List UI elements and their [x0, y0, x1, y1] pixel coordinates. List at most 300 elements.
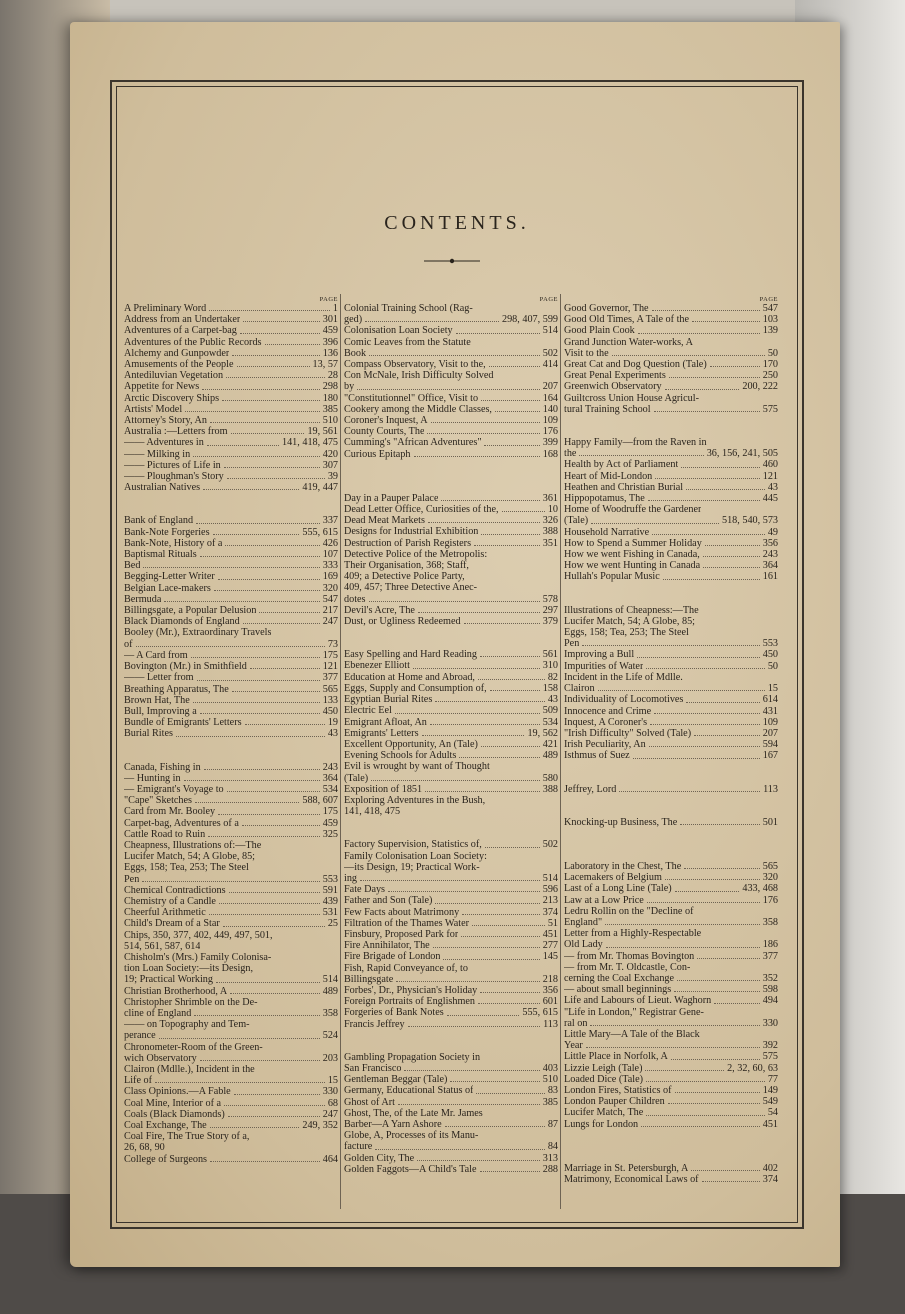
contents-entry [124, 773, 338, 784]
entry-page-number: 351 [542, 537, 558, 549]
entry-title: Life and Labours of Lieut. Waghorn [564, 995, 712, 1007]
contents-entry [124, 393, 338, 404]
dot-leader [490, 690, 540, 691]
entry-page-number: 451 [762, 1118, 778, 1130]
dot-leader [665, 879, 760, 880]
page-title: CONTENTS. [384, 212, 530, 234]
contents-entry [564, 906, 778, 917]
dot-leader [702, 1181, 760, 1182]
entry-title: Law at a Low Price [564, 894, 644, 906]
entry-title: Fish, Rapid Conveyance of, to [344, 962, 468, 974]
contents-entry [124, 1142, 338, 1153]
dot-leader [207, 445, 279, 446]
contents-entry [564, 381, 778, 392]
contents-entry [564, 694, 778, 705]
section-gap [564, 806, 778, 817]
dot-leader [435, 701, 545, 702]
entry-title: Cattle Road to Ruin [124, 828, 206, 840]
entry-title: Gambling Propagation Society in [344, 1051, 481, 1063]
dot-leader [245, 724, 325, 725]
entry-title: Adventures of a Carpet-bag [124, 325, 237, 337]
entry-title: ged) [344, 314, 363, 326]
entry-page-number: 509 [542, 705, 558, 717]
entry-page-number: 549 [762, 1096, 778, 1108]
contents-entry [564, 883, 778, 894]
contents-entry [564, 861, 778, 872]
entry-page-number: 379 [542, 616, 558, 628]
contents-entry [124, 851, 338, 862]
entry-page-number: 1 [332, 303, 338, 314]
dot-leader [200, 556, 320, 557]
entry-title: Laboratory in the Chest, The [564, 860, 682, 872]
contents-entry [344, 549, 558, 560]
contents-entry [344, 895, 558, 906]
entry-page-number: 575 [762, 403, 778, 415]
entry-page-number: 426 [322, 537, 338, 549]
entry-title: Baptismal Rituals [124, 549, 197, 561]
entry-title: Forbes', Dr., Physician's Holiday [344, 984, 478, 996]
contents-entry [124, 717, 338, 728]
dot-leader [668, 1103, 760, 1104]
dot-leader [223, 926, 325, 927]
entry-page-number: 531 [322, 907, 338, 919]
entry-title: Forgeries of Bank Notes [344, 1007, 444, 1019]
entry-title: Colonisation Loan Society [344, 325, 453, 337]
contents-entry [124, 460, 338, 471]
entry-page-number: 326 [542, 515, 558, 527]
entry-page-number: 510 [542, 1074, 558, 1086]
dot-leader [218, 579, 320, 580]
contents-entry [124, 337, 338, 348]
entry-title: Dead Letter Office, Curiosities of the, [344, 504, 499, 516]
contents-entry [124, 627, 338, 638]
dot-leader [136, 646, 325, 647]
entry-page-number: 547 [762, 303, 778, 314]
section-gap [344, 1041, 558, 1052]
entry-page-number: 337 [322, 515, 338, 527]
dot-leader [433, 947, 540, 948]
entry-title: Golden Faggots—A Child's Tale [344, 1163, 477, 1175]
entry-title: Lucifer Match, 54; A Globe, 85; [124, 851, 255, 863]
entry-title: Great Penal Experiments [564, 370, 666, 382]
section-gap [344, 471, 558, 482]
entry-title: cline of England [124, 1007, 192, 1019]
entry-page-number: 502 [542, 839, 558, 851]
dot-leader [208, 836, 320, 837]
entry-page-number: 103 [762, 314, 778, 326]
dot-leader [185, 411, 320, 412]
contents-entry [564, 951, 778, 962]
entry-title: Australia :—Letters from [124, 426, 228, 438]
entry-page-number: 277 [542, 940, 558, 952]
entry-title: Day in a Pauper Palace [344, 492, 439, 504]
dot-leader [681, 467, 759, 468]
entry-title: Inquest, A Coroner's [564, 716, 648, 728]
contents-entry [344, 393, 558, 404]
dot-leader [665, 389, 740, 390]
contents-entry [344, 1019, 558, 1030]
contents-entry [344, 694, 558, 705]
dot-leader [476, 1093, 544, 1094]
dot-leader [598, 690, 765, 691]
entry-page-number: 330 [762, 1017, 778, 1029]
dot-leader [209, 310, 330, 311]
contents-entry [124, 1053, 338, 1064]
entry-title: — from Mr. Thomas Bovington [564, 950, 695, 962]
contents-entry [564, 605, 778, 616]
entry-title: Bull, Improving a [124, 705, 197, 717]
contents-entry [124, 549, 338, 560]
contents-entry [124, 695, 338, 706]
entry-title: ing [344, 872, 358, 884]
entry-page-number: 588, 607 [302, 795, 338, 807]
entry-title: Coal Mine, Interior of a [124, 1097, 222, 1109]
contents-entry [564, 627, 778, 638]
entry-title: cerning the Coal Exchange [564, 972, 675, 984]
contents-entry [124, 605, 338, 616]
contents-entry [564, 337, 778, 348]
entry-page-number: 113 [763, 783, 778, 795]
contents-entry [564, 1018, 778, 1029]
contents-entry [344, 1085, 558, 1096]
entry-title: Egyptian Burial Rites [344, 694, 433, 706]
entry-page-number: 451 [542, 928, 558, 940]
entry-title: Appetite for News [124, 381, 200, 393]
entry-title: Few Facts about Matrimony [344, 906, 460, 918]
dot-leader [481, 400, 540, 401]
entry-title: Evening Schools for Adults [344, 750, 457, 762]
entry-title: Brown Hat, The [124, 694, 190, 706]
entry-page-number: 39 [327, 471, 338, 483]
entry-page-number: 534 [322, 783, 338, 795]
entry-page-number: 82 [547, 671, 558, 683]
entry-page-number: 145 [542, 951, 558, 963]
entry-page-number: 325 [322, 828, 338, 840]
section-gap [124, 740, 338, 751]
dot-leader [398, 1104, 540, 1105]
entry-title: Bank of England [124, 515, 194, 527]
dot-leader [480, 992, 539, 993]
contents-entry [344, 560, 558, 571]
dot-leader [194, 1015, 319, 1016]
entry-page-number: 51 [547, 917, 558, 929]
entry-page-number: 553 [762, 638, 778, 650]
entry-page-number: 421 [542, 738, 558, 750]
entry-title: Globe, A, Processes of its Manu- [344, 1130, 479, 1142]
entry-title: Grand Junction Water-works, A [564, 336, 693, 348]
entry-title: Ledru Rollin on the "Decline of [564, 905, 694, 917]
page-label: PAGE [759, 296, 778, 303]
entry-title: Bank-Note Forgeries [124, 526, 210, 538]
entry-page-number: 514 [322, 974, 338, 986]
entry-page-number: 431 [762, 705, 778, 717]
contents-entry [344, 739, 558, 750]
entry-title: Con McNale, Irish Difficulty Solved [344, 370, 494, 382]
dot-leader [417, 1160, 540, 1161]
entry-title: Lucifer Match, 54; A Globe, 85; [564, 615, 695, 627]
entry-page-number: 249, 352 [302, 1120, 338, 1132]
entry-page-number: 175 [322, 649, 338, 661]
entry-page-number: 50 [767, 660, 778, 672]
contents-entry [124, 997, 338, 1008]
page-label: PAGE [319, 296, 338, 303]
section-gap [564, 828, 778, 839]
entry-page-number: 402 [762, 1162, 778, 1174]
entry-page-number: 161 [762, 571, 778, 583]
section-gap [564, 1152, 778, 1163]
contents-entry [124, 1008, 338, 1019]
entry-title: Cheerful Arithmetic [124, 907, 206, 919]
entry-title: Matrimony, Economical Laws of [564, 1174, 699, 1185]
section-gap [564, 850, 778, 861]
contents-entry [344, 985, 558, 996]
contents-entry [124, 404, 338, 415]
entry-page-number: 298, 407, 599 [501, 314, 558, 326]
contents-entry [124, 1086, 338, 1097]
dot-leader [414, 456, 540, 457]
entry-title: Irish Peculiarity, An [564, 739, 646, 751]
contents-entry [124, 415, 338, 426]
contents-entry [344, 1063, 558, 1074]
entry-title: "Constitutionnel" Office, Visit to [344, 392, 479, 404]
dot-leader [590, 1025, 759, 1026]
entry-title: Detective Police of the Metropolis: [344, 548, 488, 560]
dot-leader [619, 791, 760, 792]
contents-entry [344, 594, 558, 605]
entry-title: Pen [564, 638, 580, 650]
entry-page-number: 514 [542, 872, 558, 884]
entry-title: —— on Topography and Tem- [124, 1019, 250, 1031]
entry-page-number: 247 [322, 1108, 338, 1120]
dot-leader [243, 321, 319, 322]
entry-page-number: 169 [322, 571, 338, 583]
entry-title: Little Place in Norfolk, A [564, 1051, 668, 1063]
entry-page-number: 614 [762, 694, 778, 706]
entry-title: 409, 457; Three Detective Anec- [344, 582, 478, 594]
contents-entry [124, 314, 338, 325]
contents-entry [124, 616, 338, 627]
dot-leader [691, 1170, 759, 1171]
dot-leader [408, 1026, 540, 1027]
entry-page-number: 49 [767, 526, 778, 538]
dot-leader [654, 411, 760, 412]
dot-leader [647, 902, 760, 903]
dot-leader [675, 891, 740, 892]
dot-leader [240, 333, 320, 334]
dot-leader [637, 657, 760, 658]
dot-leader [228, 1116, 320, 1117]
entry-title: Address from an Undertaker [124, 314, 241, 326]
contents-entry [124, 348, 338, 359]
entry-title: Child's Dream of a Star [124, 918, 220, 930]
contents-entry [564, 437, 778, 448]
contents-entry [564, 348, 778, 359]
entry-page-number: 565 [762, 860, 778, 872]
contents-entry [124, 1019, 338, 1030]
entry-title: Family Colonisation Loan Society: [344, 850, 487, 862]
contents-entry [344, 907, 558, 918]
contents-entry [344, 1052, 558, 1063]
entry-title: Last of a Long Line (Tale) [564, 883, 672, 895]
entry-title: Chronometer-Room of the Green- [124, 1041, 263, 1053]
dot-leader [369, 355, 540, 356]
dot-leader [654, 713, 760, 714]
entry-title: Burial Rites [124, 728, 173, 740]
dot-leader [674, 991, 759, 992]
dot-leader [456, 333, 540, 334]
section-gap [564, 426, 778, 437]
entry-page-number: 352 [762, 972, 778, 984]
dot-leader [675, 1092, 760, 1093]
dot-leader [591, 523, 719, 524]
contents-entry [124, 325, 338, 336]
entry-page-number: 459 [322, 817, 338, 829]
entry-title: Health by Act of Parliament [564, 459, 679, 471]
entry-page-number: 439 [322, 895, 338, 907]
contents-entry [564, 1051, 778, 1062]
entry-title: Visit to the [564, 347, 609, 359]
entry-page-number: 250 [762, 370, 778, 382]
dot-leader [648, 500, 760, 501]
entry-page-number: 514 [542, 325, 558, 337]
dot-leader [184, 780, 320, 781]
dot-leader [371, 780, 540, 781]
contents-entry [564, 303, 778, 314]
contents-entry [124, 840, 338, 851]
entry-title: Happy Family—from the Raven in [564, 437, 707, 449]
entry-page-number: 392 [762, 1040, 778, 1052]
entry-title: Impurities of Water [564, 660, 644, 672]
entry-title: Coroner's Inquest, A [344, 415, 428, 427]
entry-title: (Tale) [344, 772, 369, 784]
dot-leader [425, 791, 540, 792]
dot-leader [202, 389, 319, 390]
entry-title: Billingsgate, a Popular Delusion [124, 605, 257, 617]
entry-title: Bundle of Emigrants' Letters [124, 717, 242, 729]
entry-page-number: 84 [547, 1141, 558, 1153]
entry-title: Francis Jeffrey [344, 1018, 405, 1030]
entry-page-number: 298 [322, 381, 338, 393]
dot-leader [164, 601, 319, 602]
entry-title: Class Opinions.—A Fable [124, 1086, 231, 1098]
entry-title: — from Mr. T. Oldcastle, Con- [564, 961, 691, 973]
dot-leader [197, 680, 320, 681]
contents-entry [344, 337, 558, 348]
entry-title: Year [564, 1040, 583, 1052]
entry-title: Little Mary—A Tale of the Black [564, 1028, 700, 1040]
contents-entry [344, 963, 558, 974]
entry-page-number: 320 [762, 872, 778, 884]
entry-title: Lucifer Match, The [564, 1107, 644, 1119]
dot-leader [450, 1081, 539, 1082]
contents-entry [344, 538, 558, 549]
contents-entry [564, 939, 778, 950]
contents-entry [564, 325, 778, 336]
contents-entry [564, 459, 778, 470]
entry-page-number: 388 [542, 783, 558, 795]
dot-leader [459, 757, 539, 758]
entry-title: Emigrant Afloat, An [344, 716, 427, 728]
entry-page-number: 459 [322, 325, 338, 337]
entry-page-number: 420 [322, 448, 338, 460]
contents-entry [124, 1154, 338, 1165]
contents-entry [344, 404, 558, 415]
entry-title: Clairon (Mdlle.), Incident in the [124, 1064, 255, 1075]
contents-entry [564, 917, 778, 928]
entry-title: Carpet-bag, Adventures of a [124, 817, 239, 829]
entry-page-number: 385 [322, 403, 338, 415]
dot-leader [485, 847, 540, 848]
contents-entry [124, 583, 338, 594]
entry-title: 514, 561, 587, 614 [124, 940, 201, 952]
entry-page-number: 19 [327, 717, 338, 729]
entry-title: Knocking-up Business, The [564, 816, 678, 828]
entry-page-number: 333 [322, 560, 338, 572]
contents-entry [344, 1164, 558, 1175]
contents-entry [344, 839, 558, 850]
entry-page-number: 301 [322, 314, 338, 326]
dot-leader [155, 1082, 325, 1083]
contents-entry [344, 918, 558, 929]
contents-entry [564, 661, 778, 672]
contents-entry [124, 661, 338, 672]
entry-page-number: 170 [762, 359, 778, 371]
contents-entry [124, 471, 338, 482]
dot-leader [227, 478, 325, 479]
dot-leader [646, 668, 764, 669]
entry-title: Old Lady [564, 939, 603, 951]
dot-leader [196, 523, 320, 524]
contents-entry [344, 951, 558, 962]
dot-leader [395, 713, 540, 714]
section-gap [564, 762, 778, 773]
dot-leader [230, 993, 319, 994]
entry-page-number: 203 [322, 1052, 338, 1064]
dot-leader [638, 333, 760, 334]
contents-entry [564, 1163, 778, 1174]
dot-leader [694, 735, 760, 736]
entry-page-number: 207 [542, 381, 558, 393]
dot-leader [430, 724, 540, 725]
contents-entry [564, 649, 778, 660]
entry-page-number: 217 [322, 605, 338, 617]
section-gap [344, 828, 558, 839]
entry-title: Hullah's Popular Music [564, 571, 660, 583]
entry-page-number: 403 [542, 1062, 558, 1074]
contents-entry [124, 762, 338, 773]
dot-leader [428, 522, 540, 523]
contents-entry [564, 706, 778, 717]
entry-page-number: 87 [547, 1119, 558, 1130]
entry-title: 141, 418, 475 [344, 806, 401, 818]
dot-leader [484, 445, 539, 446]
entry-title: Coal Exchange, The [124, 1120, 207, 1132]
contents-entry [344, 1074, 558, 1085]
contents-entry [564, 504, 778, 515]
dot-leader [213, 534, 300, 535]
entry-title: Life of [124, 1075, 153, 1087]
contents-entry [344, 303, 558, 314]
entry-title: Improving a Bull [564, 649, 635, 661]
entry-page-number: 109 [542, 415, 558, 427]
entry-page-number: 414 [542, 359, 558, 371]
entry-page-number: 399 [542, 437, 558, 449]
contents-entry [124, 728, 338, 739]
entry-page-number: 50 [767, 347, 778, 359]
contents-entry [124, 437, 338, 448]
contents-entry [124, 862, 338, 873]
entry-title: —— Letter from [124, 672, 194, 684]
